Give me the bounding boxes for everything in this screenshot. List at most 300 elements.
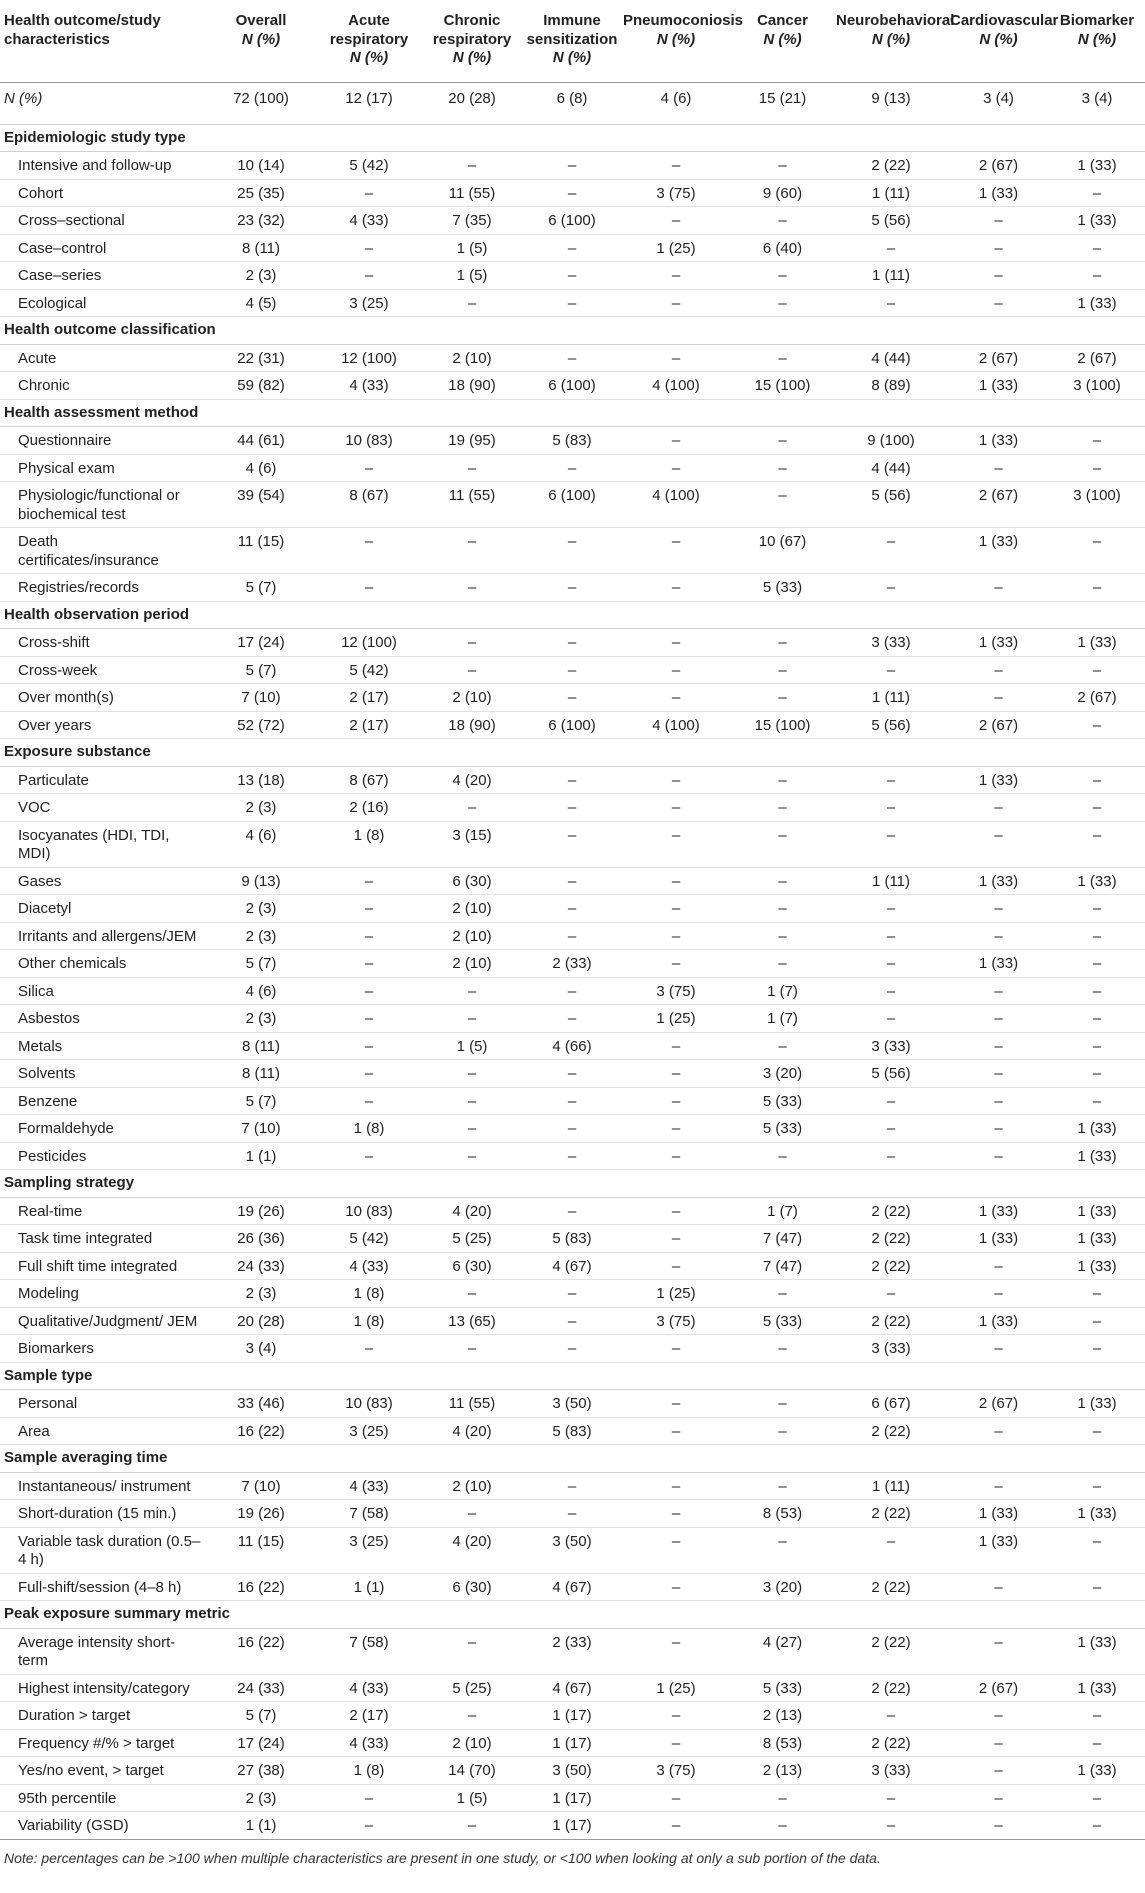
table-cell: 16 (22) <box>205 1628 317 1674</box>
table-cell: – <box>421 574 523 602</box>
table-row <box>0 207 1145 235</box>
table-cell: 2 (22) <box>834 1729 948 1757</box>
table-cell: 6 (40) <box>731 234 834 262</box>
table-footnote: Note: percentages can be >100 when multiple characteristics are present in one study, or <100 when looking at only a sub portion of the data. <box>4 1849 881 1866</box>
table-cell: 7 (10) <box>205 1472 317 1500</box>
table-cell: – <box>621 656 731 684</box>
table-cell: 22 (31) <box>205 344 317 372</box>
table-row <box>0 482 1145 528</box>
table-cell: 2 (22) <box>834 1573 948 1601</box>
table-cell: – <box>834 895 948 923</box>
table-cell: – <box>621 262 731 290</box>
table-row <box>0 528 1145 574</box>
table-cell: – <box>1049 1729 1145 1757</box>
table-cell: 4 (33) <box>317 372 421 400</box>
table-cell: – <box>834 1280 948 1308</box>
table-cell: 5 (25) <box>421 1674 523 1702</box>
table-cell: – <box>621 922 731 950</box>
table-cell: 2 (3) <box>205 1280 317 1308</box>
row-label: Variable task duration (0.5–4 h) <box>0 1527 205 1573</box>
row-label: Silica <box>0 977 205 1005</box>
table-cell: 1 (1) <box>205 1142 317 1170</box>
table-cell: 2 (67) <box>948 1674 1049 1702</box>
table-cell: – <box>317 179 421 207</box>
table-cell: – <box>523 821 621 867</box>
column-name: Biomarker <box>1059 12 1135 29</box>
table-cell: 1 (33) <box>1049 289 1145 317</box>
table-cell: 2 (13) <box>731 1757 834 1785</box>
table-cell: 5 (33) <box>731 1115 834 1143</box>
table-cell: 4 (66) <box>523 1032 621 1060</box>
table-cell: 3 (75) <box>621 179 731 207</box>
table-cell: 3 (50) <box>523 1527 621 1573</box>
section-header-row <box>0 601 1145 629</box>
table-cell: – <box>834 1005 948 1033</box>
table-cell: 27 (38) <box>205 1757 317 1785</box>
table-cell: 7 (35) <box>421 207 523 235</box>
table-cell: – <box>834 821 948 867</box>
column-unit: N (%) <box>241 30 281 48</box>
table-cell: 1 (33) <box>948 372 1049 400</box>
table-cell: 44 (61) <box>205 427 317 455</box>
table-cell: – <box>1049 1060 1145 1088</box>
table-cell: – <box>731 1142 834 1170</box>
table-cell: 2 (13) <box>731 1702 834 1730</box>
column-unit: N (%) <box>452 49 492 66</box>
table-cell: 4 (67) <box>523 1674 621 1702</box>
table-cell: – <box>948 234 1049 262</box>
row-label: Case–control <box>0 234 205 262</box>
table-cell: – <box>621 1032 731 1060</box>
table-cell: 19 (95) <box>421 427 523 455</box>
table-row <box>0 1527 1145 1573</box>
table-cell: – <box>731 766 834 794</box>
table-cell: 2 (67) <box>1049 684 1145 712</box>
table-cell: 1 (33) <box>1049 867 1145 895</box>
table-cell: 5 (42) <box>317 1225 421 1253</box>
table-cell: 8 (89) <box>834 372 948 400</box>
table-cell: – <box>834 922 948 950</box>
row-label: Real-time <box>0 1197 205 1225</box>
section-header-row <box>0 124 1145 152</box>
section-header-row <box>0 1362 1145 1390</box>
table-cell: 1 (33) <box>948 1527 1049 1573</box>
table-cell: 6 (100) <box>523 711 621 739</box>
table-cell: – <box>421 1335 523 1363</box>
table-cell: – <box>523 179 621 207</box>
table-cell: – <box>621 1500 731 1528</box>
table-cell: 4 (20) <box>421 1417 523 1445</box>
table-cell: – <box>621 152 731 180</box>
table-cell: – <box>731 794 834 822</box>
table-row <box>0 922 1145 950</box>
table-cell: – <box>948 1812 1049 1840</box>
table-cell: 4 (100) <box>621 372 731 400</box>
table-cell: – <box>621 895 731 923</box>
row-label: Full shift time integrated <box>0 1252 205 1280</box>
table-cell: – <box>523 528 621 574</box>
table-cell: – <box>621 1812 731 1840</box>
table-cell: – <box>621 1729 731 1757</box>
table-cell: – <box>948 656 1049 684</box>
table-cell: – <box>621 1628 731 1674</box>
table-cell: – <box>731 1812 834 1840</box>
table-cell: 4 (20) <box>421 1197 523 1225</box>
table-cell: – <box>948 1280 1049 1308</box>
table-cell: – <box>621 1335 731 1363</box>
table-cell: – <box>731 895 834 923</box>
table-cell: – <box>948 1005 1049 1033</box>
table-cell: 5 (56) <box>834 207 948 235</box>
section-title: Peak exposure summary metric <box>0 1601 1145 1629</box>
table-row <box>0 1729 1145 1757</box>
table-row <box>0 1197 1145 1225</box>
table-cell: 1 (33) <box>1049 629 1145 657</box>
table-row <box>0 684 1145 712</box>
table-row <box>0 574 1145 602</box>
table-cell: – <box>317 1087 421 1115</box>
table-cell: – <box>1049 234 1145 262</box>
table-cell: – <box>523 1142 621 1170</box>
table-cell: – <box>948 1032 1049 1060</box>
table-cell: – <box>421 1280 523 1308</box>
row-label: Ecological <box>0 289 205 317</box>
table-cell: – <box>1049 821 1145 867</box>
table-row <box>0 262 1145 290</box>
table-cell: 12 (100) <box>317 629 421 657</box>
section-header-row <box>0 739 1145 767</box>
row-label: Personal <box>0 1390 205 1418</box>
table-cell: 39 (54) <box>205 482 317 528</box>
column-header <box>834 0 955 82</box>
table-cell: 2 (33) <box>523 1628 621 1674</box>
table-cell: 2 (67) <box>948 1390 1049 1418</box>
table-cell: 23 (32) <box>205 207 317 235</box>
table-cell: – <box>731 1390 834 1418</box>
row-label: Cross–sectional <box>0 207 205 235</box>
table-cell: – <box>731 289 834 317</box>
row-label: VOC <box>0 794 205 822</box>
table-cell: – <box>948 1115 1049 1143</box>
table-cell: 14 (70) <box>421 1757 523 1785</box>
table-cell: – <box>421 1628 523 1674</box>
table-cell: 2 (10) <box>421 922 523 950</box>
table-cell: – <box>523 766 621 794</box>
table-cell: – <box>421 1142 523 1170</box>
table-cell: – <box>421 656 523 684</box>
table-cell: – <box>731 1032 834 1060</box>
table-cell: 5 (42) <box>317 152 421 180</box>
table-row <box>0 1032 1145 1060</box>
table-cell: 10 (83) <box>317 1390 421 1418</box>
table-cell: – <box>948 207 1049 235</box>
row-label: Duration > target <box>0 1702 205 1730</box>
table-cell: – <box>731 344 834 372</box>
row-label: Pesticides <box>0 1142 205 1170</box>
section-header-row <box>0 1601 1145 1629</box>
table-cell: – <box>834 528 948 574</box>
column-name: Neurobehavioral <box>836 12 955 29</box>
table-cell: – <box>317 1784 421 1812</box>
table-row <box>0 427 1145 455</box>
table-cell: – <box>523 454 621 482</box>
table-cell: – <box>948 454 1049 482</box>
table-cell: 4 (100) <box>621 482 731 528</box>
row-label: Instantaneous/ instrument <box>0 1472 205 1500</box>
table-cell: 2 (22) <box>834 1307 948 1335</box>
table-cell: 1 (33) <box>948 629 1049 657</box>
table-row <box>0 1702 1145 1730</box>
table-cell: – <box>621 1573 731 1601</box>
table-cell: 1 (1) <box>317 1573 421 1601</box>
table-cell: 20 (28) <box>205 1307 317 1335</box>
table-cell: – <box>317 977 421 1005</box>
table-cell: 4 (67) <box>523 1252 621 1280</box>
table-cell: – <box>317 1812 421 1840</box>
table-cell: 1 (33) <box>948 867 1049 895</box>
table-cell: 24 (33) <box>205 1674 317 1702</box>
table-cell: – <box>834 234 948 262</box>
table-cell: 2 (3) <box>205 922 317 950</box>
row-label: Particulate <box>0 766 205 794</box>
table-cell: 1 (33) <box>948 1225 1049 1253</box>
table-cell: 1 (17) <box>523 1812 621 1840</box>
table-cell: 1 (33) <box>1049 1197 1145 1225</box>
table-cell: 1 (8) <box>317 1115 421 1143</box>
table-cell: 2 (3) <box>205 895 317 923</box>
table-cell: – <box>1049 454 1145 482</box>
table-cell: 7 (58) <box>317 1628 421 1674</box>
column-unit: N (%) <box>1077 30 1117 48</box>
row-label: Highest intensity/category <box>0 1674 205 1702</box>
table-cell: – <box>621 794 731 822</box>
table-cell: 8 (53) <box>731 1729 834 1757</box>
table-row <box>0 711 1145 739</box>
table-cell: 11 (55) <box>421 482 523 528</box>
column-name: Cardiovascular <box>950 12 1059 29</box>
table-cell: 4 (5) <box>205 289 317 317</box>
row-label: Variability (GSD) <box>0 1812 205 1840</box>
table-cell: – <box>621 289 731 317</box>
table-cell: – <box>834 950 948 978</box>
table-cell: – <box>421 1060 523 1088</box>
table-cell: – <box>317 922 421 950</box>
table-row <box>0 1757 1145 1785</box>
table-cell: 6 (8) <box>523 82 621 124</box>
table-cell: 2 (22) <box>834 1252 948 1280</box>
table-cell: – <box>523 895 621 923</box>
table-cell: – <box>523 1087 621 1115</box>
table-cell: – <box>621 1252 731 1280</box>
table-cell: – <box>948 1784 1049 1812</box>
table-cell: – <box>523 1500 621 1528</box>
table-cell: – <box>948 1335 1049 1363</box>
table-cell: 1 (5) <box>421 262 523 290</box>
table-cell: 8 (11) <box>205 1060 317 1088</box>
column-header <box>523 0 621 82</box>
table-cell: – <box>317 867 421 895</box>
section-title: Health assessment method <box>0 399 1145 427</box>
table-cell: – <box>523 234 621 262</box>
table-cell: 9 (60) <box>731 179 834 207</box>
table-cell: – <box>523 1307 621 1335</box>
table-cell: 4 (20) <box>421 1527 523 1573</box>
table-cell: – <box>1049 1573 1145 1601</box>
table-cell: – <box>523 684 621 712</box>
header-label: Health outcome/study characteristics <box>0 0 205 82</box>
table-cell: – <box>834 289 948 317</box>
table-row <box>0 895 1145 923</box>
table-cell: 3 (50) <box>523 1390 621 1418</box>
table-cell: 6 (30) <box>421 1573 523 1601</box>
table-cell: 1 (33) <box>948 1197 1049 1225</box>
table-cell: – <box>1049 1307 1145 1335</box>
row-label: Solvents <box>0 1060 205 1088</box>
table-cell: – <box>1049 1280 1145 1308</box>
table-cell: – <box>317 528 421 574</box>
table-cell: – <box>948 821 1049 867</box>
table-cell: 10 (83) <box>317 427 421 455</box>
table-cell: – <box>731 1527 834 1573</box>
table-cell: 3 (33) <box>834 629 948 657</box>
table-cell: 1 (17) <box>523 1784 621 1812</box>
row-label: Full-shift/session (4–8 h) <box>0 1573 205 1601</box>
row-label: Cross-week <box>0 656 205 684</box>
table-cell: 4 (20) <box>421 766 523 794</box>
table-cell: – <box>834 794 948 822</box>
table-cell: 5 (33) <box>731 574 834 602</box>
table-row <box>0 1280 1145 1308</box>
table-cell: – <box>621 629 731 657</box>
table-cell: 4 (33) <box>317 207 421 235</box>
column-header <box>1049 0 1145 82</box>
table-cell: – <box>421 1115 523 1143</box>
table-cell: – <box>731 867 834 895</box>
table-cell: 1 (33) <box>1049 1142 1145 1170</box>
table-cell: 3 (75) <box>621 1757 731 1785</box>
table-cell: 2 (67) <box>948 152 1049 180</box>
table-cell: 7 (47) <box>731 1225 834 1253</box>
section-header-row <box>0 399 1145 427</box>
column-name: Acute respiratory <box>329 12 409 48</box>
table-cell: 4 (6) <box>621 82 731 124</box>
table-cell: – <box>317 950 421 978</box>
table-cell: – <box>834 1527 948 1573</box>
row-label: Benzene <box>0 1087 205 1115</box>
column-unit: N (%) <box>871 30 911 48</box>
table-row <box>0 1087 1145 1115</box>
column-header <box>317 0 421 82</box>
table-cell: – <box>1049 1812 1145 1840</box>
row-label: Asbestos <box>0 1005 205 1033</box>
section-title: Sample averaging time <box>0 1445 1145 1473</box>
table-cell: 5 (7) <box>205 950 317 978</box>
table-cell: 4 (27) <box>731 1628 834 1674</box>
table-cell: 11 (15) <box>205 528 317 574</box>
column-name: Pneumoconiosis <box>623 12 744 29</box>
table-cell: 1 (33) <box>948 950 1049 978</box>
table-cell: 7 (58) <box>317 1500 421 1528</box>
table-cell: – <box>1049 574 1145 602</box>
table-cell: 16 (22) <box>205 1417 317 1445</box>
table-cell: – <box>523 1005 621 1033</box>
table-cell: – <box>621 950 731 978</box>
column-unit: N (%) <box>552 49 592 66</box>
row-label: Other chemicals <box>0 950 205 978</box>
table-cell: – <box>317 262 421 290</box>
table-row <box>0 1573 1145 1601</box>
table-cell: – <box>621 1087 731 1115</box>
table-cell: – <box>948 1729 1049 1757</box>
table-cell: 8 (67) <box>317 482 421 528</box>
table-cell: 1 (25) <box>621 1005 731 1033</box>
table-cell: – <box>731 950 834 978</box>
table-cell: – <box>834 1142 948 1170</box>
table-row <box>0 1005 1145 1033</box>
table-cell: – <box>1049 1472 1145 1500</box>
table-cell: 5 (42) <box>317 656 421 684</box>
table-cell: 72 (100) <box>205 82 317 124</box>
table-cell: 1 (11) <box>834 1472 948 1500</box>
table-cell: 1 (11) <box>834 179 948 207</box>
row-label: N (%) <box>0 82 205 124</box>
table-cell: 3 (75) <box>621 977 731 1005</box>
table-cell: – <box>834 977 948 1005</box>
table-cell: – <box>948 1472 1049 1500</box>
table-cell: 17 (24) <box>205 629 317 657</box>
table-cell: – <box>621 766 731 794</box>
table-cell: 13 (18) <box>205 766 317 794</box>
table-cell: – <box>421 152 523 180</box>
row-label: Case–series <box>0 262 205 290</box>
table-cell: 6 (100) <box>523 207 621 235</box>
table-cell: – <box>621 1472 731 1500</box>
table-cell: 1 (33) <box>1049 152 1145 180</box>
row-label: Average intensity short-term <box>0 1628 205 1674</box>
table-cell: – <box>1049 1005 1145 1033</box>
table-cell: – <box>621 1225 731 1253</box>
table-cell: – <box>523 1115 621 1143</box>
row-label: Acute <box>0 344 205 372</box>
table-cell: 1 (5) <box>421 1032 523 1060</box>
table-cell: 2 (10) <box>421 344 523 372</box>
table-cell: 1 (5) <box>421 234 523 262</box>
table-cell: 11 (15) <box>205 1527 317 1573</box>
table-cell: – <box>731 656 834 684</box>
table-cell: 25 (35) <box>205 179 317 207</box>
table-cell: 5 (33) <box>731 1087 834 1115</box>
table-cell: – <box>421 1087 523 1115</box>
table-cell: 1 (33) <box>1049 1390 1145 1418</box>
table-cell: – <box>621 207 731 235</box>
table-row <box>0 1115 1145 1143</box>
table-cell: 3 (50) <box>523 1757 621 1785</box>
table-cell: 3 (100) <box>1049 482 1145 528</box>
table-cell: – <box>948 794 1049 822</box>
table-cell: 11 (55) <box>421 1390 523 1418</box>
table-cell: 1 (33) <box>1049 207 1145 235</box>
table-cell: 3 (33) <box>834 1032 948 1060</box>
table-cell: – <box>1049 766 1145 794</box>
table-cell: 10 (14) <box>205 152 317 180</box>
table-cell: 19 (26) <box>205 1500 317 1528</box>
table-cell: – <box>621 684 731 712</box>
row-label: Frequency #/% > target <box>0 1729 205 1757</box>
table-cell: 2 (10) <box>421 1729 523 1757</box>
table-cell: 9 (13) <box>205 867 317 895</box>
table-cell: – <box>948 922 1049 950</box>
table-row <box>0 234 1145 262</box>
